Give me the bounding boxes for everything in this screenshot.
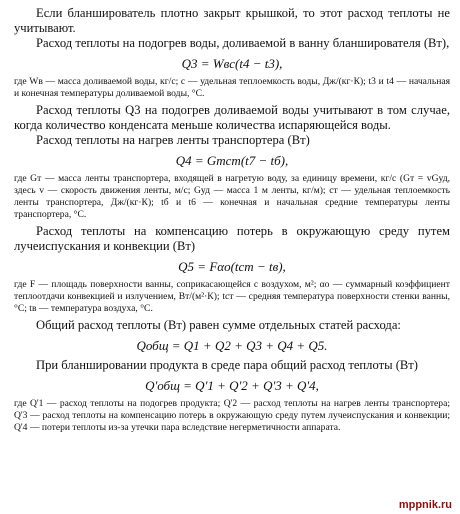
note-total-steam: где Q'1 — расход теплоты на подогрев продукта; Q'2 — расход теплоты на нагрев ленты транспортера; Q'3 — расход теплоты на компенсацию потерь в окружающую среду путем лучеиспускания и конвекции; Q'4 — потери теплоты из-за утечки пара вследствие негерметичности аппарата. bbox=[14, 398, 450, 433]
paragraph-6: Общий расход теплоты (Вт) равен сумме отдельных статей расхода: bbox=[36, 318, 401, 332]
equation-q3: Q3 = Wвc(t4 − t3), bbox=[181, 56, 283, 71]
equation-total: Qобщ = Q1 + Q2 + Q3 + Q4 + Q5. bbox=[136, 338, 328, 353]
document-page bbox=[14, 6, 450, 434]
note-q4: где Gт — масса ленты транспортера, входящей в нагретую воду, за единицу времени, кг/с (Gт = vGуд, здесь v — скорость движения ленты, м/с; Gуд — масса 1 м ленты, кг/м); cт — удельная теплоемкость ленты транспортера, Дж/(кг·К); tб и t6 — конечная и начальная средние температуры ленты транспортера, °С. bbox=[14, 173, 450, 220]
paragraph-1: Если бланширователь плотно закрыт крышкой, то этот расход теплоты не учитывают. bbox=[14, 6, 450, 35]
paragraph-2: Расход теплоты на подогрев воды, доливаемой в ванну бланширователя (Вт), bbox=[36, 36, 450, 50]
paragraph-4: Расход теплоты на нагрев ленты транспортера (Вт) bbox=[36, 133, 310, 147]
paragraph-3: Расход теплоты Q3 на подогрев доливаемой воды учитывают в том случае, когда количество конденсата меньше количества испаряющейся воды. bbox=[14, 103, 450, 132]
paragraph-7: При бланшировании продукта в среде пара общий расход теплоты (Вт) bbox=[36, 358, 418, 372]
equation-q5: Q5 = Fαо(tст − tв), bbox=[178, 259, 286, 274]
note-q3: где Wв — масса доливаемой воды, кг/с; c — удельная теплоемкость воды, Дж/(кг·К); t3 и t4 — начальная и конечная температуры доливаемой воды, °С. bbox=[14, 76, 450, 99]
note-q5: где F — площадь поверхности ванны, соприкасающейся с воздухом, м²; αо — суммарный коэффициент теплоотдачи конвекцией и излучением, Вт/(м²·К); tст — средняя температура поверхности стенки ванны, °С; tв — температура воздуха, °С. bbox=[14, 279, 450, 314]
paragraph-5: Расход теплоты на компенсацию потерь в окружающую среду путем лучеиспускания и конвекции (Вт) bbox=[14, 224, 450, 253]
equation-q4: Q4 = Gтcт(t7 − tб), bbox=[175, 153, 289, 168]
watermark: mppnik.ru bbox=[398, 499, 452, 511]
equation-total-steam: Q'общ = Q'1 + Q'2 + Q'3 + Q'4, bbox=[145, 378, 319, 393]
